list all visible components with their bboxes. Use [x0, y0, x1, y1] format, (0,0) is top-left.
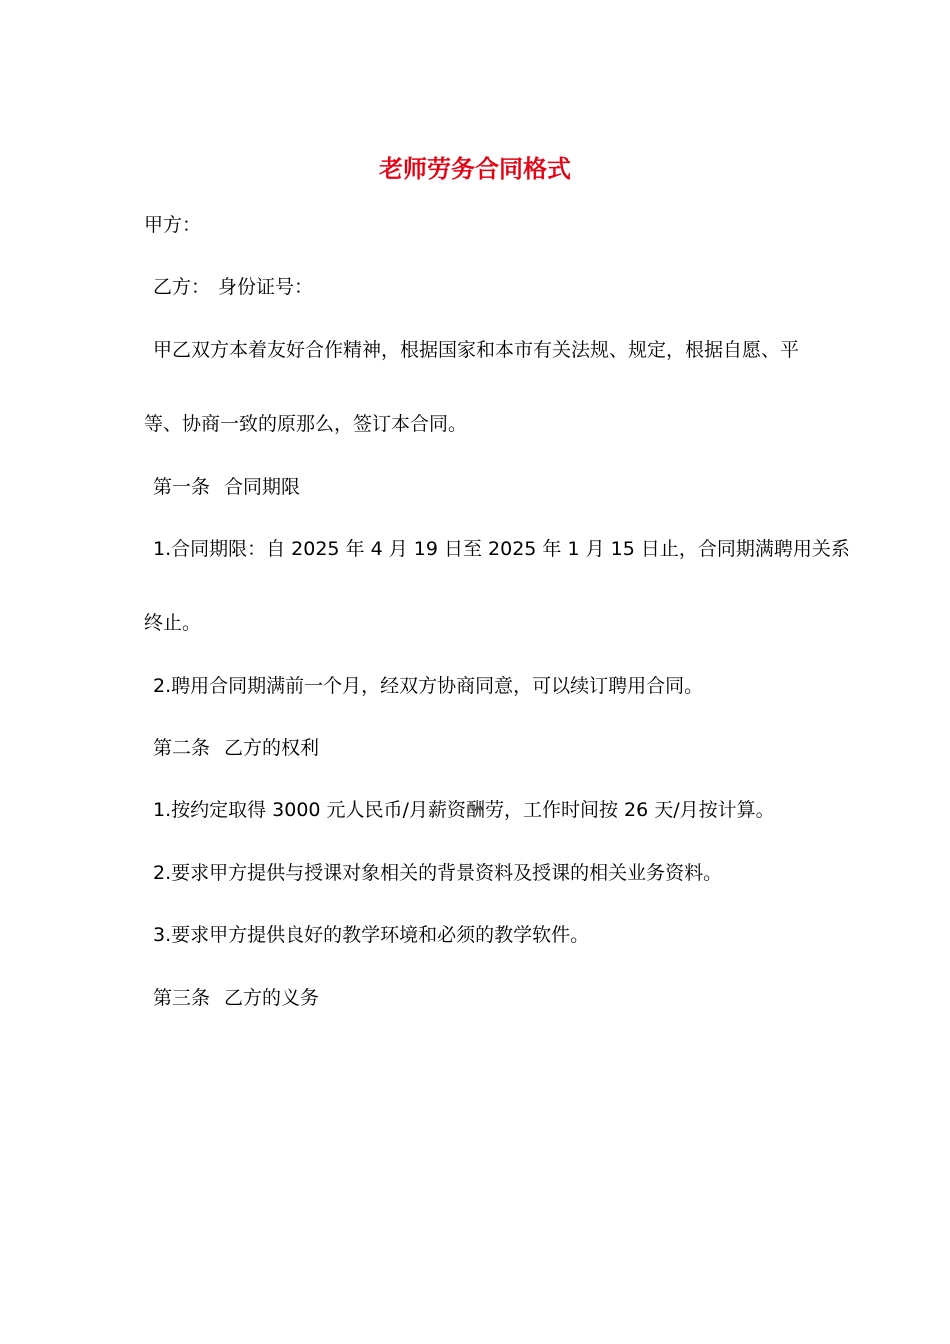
party-b-row	[153, 274, 313, 300]
article-title: 合同期限	[224, 476, 301, 498]
article-1-clause-1-line-2: 终止。	[144, 612, 202, 634]
article-2-clause-2: 2.要求甲方提供与授课对象相关的背景资料及授课的相关业务资料。	[153, 862, 723, 884]
article-number: 第一条	[153, 476, 211, 498]
id-number-label: 身份证号：	[218, 276, 314, 298]
article-1-clause-1-line-1: 1.合同期限：自 2025 年 4 月 19 日至 2025 年 1 月 15 日止，合同期满聘用关系	[153, 538, 850, 560]
article-3-heading	[153, 985, 319, 1011]
article-2-heading	[153, 735, 319, 761]
article-1-clause-2: 2.聘用合同期满前一个月，经双方协商同意，可以续订聘用合同。	[153, 675, 704, 697]
document-title: 老师劳务合同格式	[379, 155, 571, 183]
preamble-line-1: 甲乙双方本着友好合作精神，根据国家和本市有关法规、规定，根据自愿、平	[153, 339, 800, 361]
article-number: 第二条	[153, 737, 211, 759]
article-title: 乙方的权利	[224, 737, 320, 759]
article-1-heading	[153, 474, 300, 500]
article-title: 乙方的义务	[224, 987, 320, 1009]
article-2-clause-3: 3.要求甲方提供良好的教学环境和必须的教学软件。	[153, 924, 590, 946]
article-2-clause-1: 1.按约定取得 3000 元人民币/月薪资酬劳，工作时间按 26 天/月按计算。	[153, 799, 775, 821]
preamble-line-2: 等、协商一致的原那么，签订本合同。	[144, 413, 468, 435]
party-a-label: 甲方：	[144, 214, 202, 236]
article-number: 第三条	[153, 987, 211, 1009]
party-b-label: 乙方：	[153, 276, 211, 298]
